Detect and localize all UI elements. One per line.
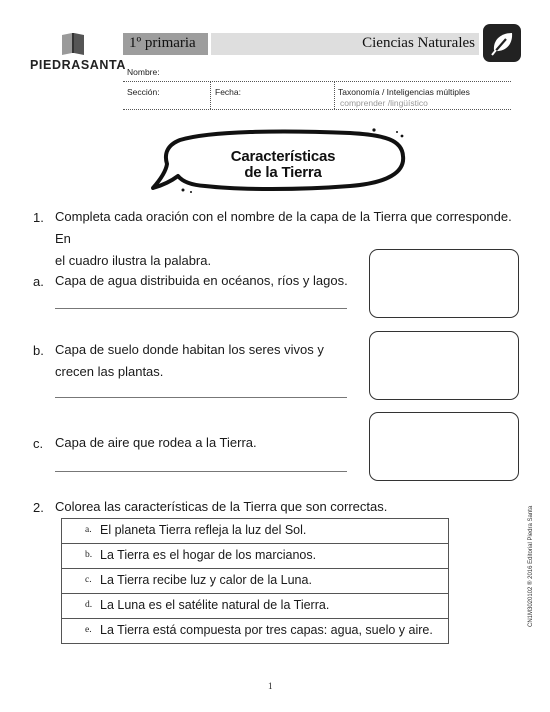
statement-text: La Luna es el satélite natural de la Tierra. [100, 598, 330, 612]
leaf-icon [483, 24, 521, 62]
item-a-text: Capa de agua distribuida en océanos, ríos y lagos. [55, 273, 348, 288]
vertical-copyright-code: CN1M3020102 ® 2016 Editorial Piedra Santa [528, 505, 534, 627]
name-label: Nombre: [127, 67, 160, 77]
item-b-answer-line[interactable] [55, 397, 347, 398]
item-b-line-1: Capa de suelo donde habitan los seres vivos y [55, 342, 324, 357]
taxonomy-value: comprender /lingüístico [340, 98, 428, 108]
statement-row-a[interactable] [62, 519, 448, 543]
statement-text: La Tierra está compuesta por tres capas: agua, suelo y aire. [100, 623, 433, 637]
date-label: Fecha: [215, 87, 241, 97]
question-1-line-2: el cuadro ilustra la palabra. [55, 253, 212, 268]
item-a-letter: a. [33, 274, 44, 289]
subject-label: Ciencias Naturales [362, 35, 475, 51]
statement-text: El planeta Tierra refleja la luz del Sol. [100, 523, 307, 537]
statement-row-e[interactable] [62, 618, 448, 643]
item-b-text [55, 339, 324, 383]
item-c-letter: c. [33, 436, 44, 451]
item-c-drawing-box[interactable] [369, 412, 519, 481]
book-logo-icon [60, 31, 86, 55]
statement-letter: a. [85, 525, 92, 535]
item-a-answer-line[interactable] [55, 308, 347, 309]
name-divider [123, 81, 511, 82]
statement-text: La Tierra es el hogar de los marcianos. [100, 548, 317, 562]
page-number: 1 [268, 681, 273, 691]
item-b-letter: b. [33, 343, 44, 358]
title-line-2: de la Tierra [244, 164, 322, 181]
statement-text: La Tierra recibe luz y calor de la Luna. [100, 573, 312, 587]
subject-banner [211, 33, 479, 55]
statement-row-c[interactable] [62, 568, 448, 593]
section-divider [123, 109, 511, 110]
worksheet-title [195, 149, 371, 181]
section-label: Sección: [127, 87, 160, 97]
grade-banner [123, 33, 208, 55]
item-b-line-2: crecen las plantas. [55, 364, 164, 379]
field-separator [334, 82, 335, 109]
question-1-number: 1. [33, 210, 44, 225]
question-2-text: Colorea las características de la Tierra que son correctas. [55, 499, 388, 514]
item-b-drawing-box[interactable] [369, 331, 519, 400]
statement-letter: d. [85, 600, 93, 610]
question-1-line-1: Completa cada oración con el nombre de la capa de la Tierra que corresponde. En [55, 209, 512, 246]
statement-row-b[interactable] [62, 543, 448, 568]
statements-table [61, 518, 449, 644]
field-separator [210, 82, 211, 109]
title-line-1: Características [230, 148, 336, 165]
item-a-drawing-box[interactable] [369, 249, 519, 318]
statement-letter: b. [85, 550, 93, 560]
item-c-answer-line[interactable] [55, 471, 347, 472]
question-2-number: 2. [33, 500, 44, 515]
statement-letter: c. [85, 575, 92, 585]
item-c-text: Capa de aire que rodea a la Tierra. [55, 435, 257, 450]
statement-letter: e. [85, 625, 92, 635]
publisher-logo: PIEDRASANTA [30, 58, 126, 72]
statement-row-d[interactable] [62, 593, 448, 618]
grade-label: 1º primaria [129, 35, 196, 51]
taxonomy-label: Taxonomía / Inteligencias múltiples [338, 87, 470, 97]
